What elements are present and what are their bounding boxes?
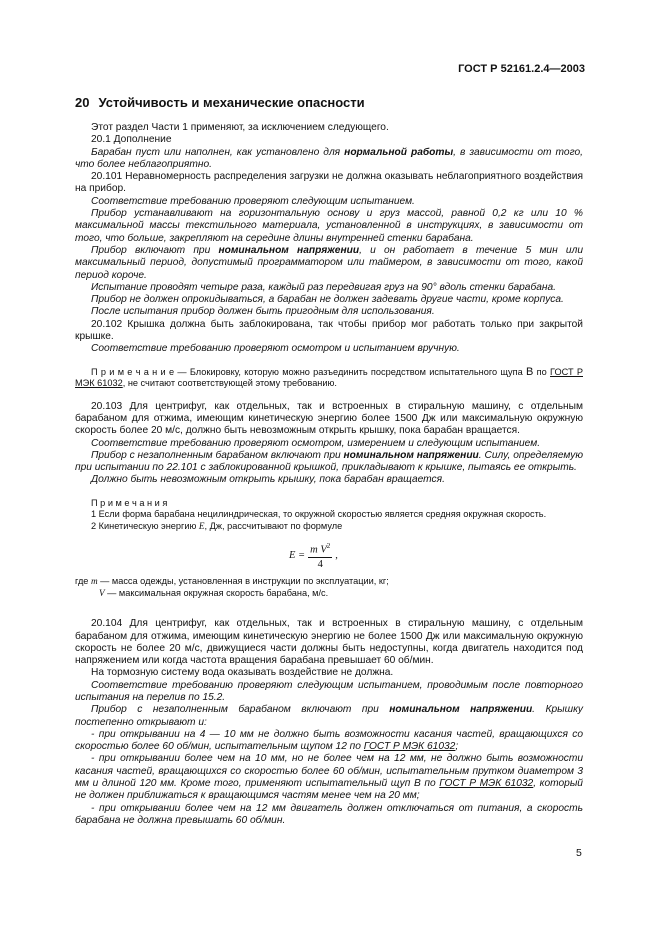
term-rated-voltage: номинальном напряжении — [218, 244, 360, 256]
note-label: П р и м е ч а н и е — [91, 366, 175, 377]
compliance-check-4: Соответствие требованию проверяют следующим испытанием, проводимым после повторного испытания на перелив по 15.2. — [75, 679, 583, 703]
brake-paragraph: На тормозную систему вода оказывать воздействие не должна. — [91, 667, 394, 679]
list-item: - при открывании более чем на 12 мм двигатель должен отключаться от питания, а скорость барабана не должна превышать 60 об/мин. — [75, 802, 583, 826]
note-2: 2 Кинетическую энергию Е, Дж, рассчитывают по формуле — [91, 520, 343, 531]
term-normal-operation: нормальной работы — [344, 146, 454, 158]
clause-20-104: 20.104 Для центрифуг, как отдельных, так и встроенных в стиральную машину, с отдельным барабаном для отжима, имеющим кинетическую энергию не более 1500 Дж или максимальную окружную скорость не более 20 м/с, движущиеся части должны быть недоступны, когда двигатель находится под напряжением или когда частота вращения барабана превышает 60 об/мин. — [75, 618, 583, 667]
document-header: ГОСТ Р 52161.2.4—2003 — [458, 63, 585, 75]
impossible-open-paragraph: Должно быть невозможным открыть крышку, пока барабан вращается. — [91, 474, 445, 486]
standard-reference: ГОСТ Р МЭК 61032 — [75, 366, 583, 389]
clause-20-102: 20.102 Крышка должна быть заблокирована, так чтобы прибор мог работать только при закрытой крышке. — [75, 318, 583, 343]
formula-legend — [75, 576, 583, 599]
no-tipping-paragraph: Прибор не должен опрокидываться, а барабан не должен задевать другие части, кроме корпуса. — [91, 294, 564, 306]
formula-fraction — [308, 542, 332, 570]
intro-paragraph: Этот раздел Части 1 применяют, за исключением следующего. — [91, 122, 389, 133]
clause-20-103: 20.103 Для центрифуг, как отдельных, так и встроенных в стиральную машину, с отдельным барабаном для отжима, имеющим кинетическую энергию более 1500 Дж или максимальную окружную скорость более 20 м/с, должно быть невозможным открыть крышку, пока барабан вращается. — [75, 400, 583, 437]
installation-paragraph: Прибор устанавливают на горизонтальную основу и груз массой, равной 0,2 кг или 10 % максимальной массы текстильного материала, установленной в инструкциях, в зависимости от того, что больше, закрепляют на середине длины внутренней стенки барабана. — [75, 208, 583, 244]
section-title: Устойчивость и механические опасности — [98, 95, 365, 110]
empty-drum-paragraph: Прибор с незаполненным барабаном включают при номинальном напряжении. Силу, определяемую при испытании по 22.101 с заблокированной крышкой, прикладывают к крышке, пытаясь ее открыть. — [75, 449, 584, 474]
term-rated-voltage: номинальном напряжении — [343, 449, 479, 461]
compliance-check-1: Соответствие требованию проверяют следующим испытанием. — [91, 195, 415, 207]
list-item: - при открывании на 4 — 10 мм не должно быть возможности касания частей, вращающихся со скоростью более 60 об/мин, испытательным щупом 12 по ГОСТ Р МЭК 61032; — [75, 728, 583, 753]
standard-reference: ГОСТ Р МЭК 61032 — [439, 778, 534, 790]
repeat-test-paragraph: Испытание проводят четыре раза, каждый раз передвигая груз на 90° вдоль стенки барабана. — [91, 281, 556, 293]
compliance-check-2: Соответствие требованию проверяют осмотром и испытанием вручную. — [91, 343, 460, 355]
clause-20-101: 20.101 Неравномерность распределения загрузки не должна оказывать неблагоприятного воздействия на прибор. — [75, 171, 583, 195]
section-heading — [75, 95, 583, 110]
note-interlock: П р и м е ч а н и е — Блокировку, которую можно разъединить посредством испытательного щупа В по ГОСТ Р МЭК 61032, не считают соответствующей этому требованию. — [75, 365, 583, 389]
legend-mass: где m — масса одежды, установленная в инструкции по эксплуатации, кг; — [75, 576, 389, 587]
formula-denominator: 4 — [317, 558, 323, 570]
clause-20-1: 20.1 Дополнение — [91, 134, 172, 146]
formula-tail: , — [335, 550, 338, 562]
standard-reference: ГОСТ Р МЭК 61032 — [363, 741, 456, 753]
formula-lhs: E = — [289, 550, 306, 562]
list-item: - при открывании более чем на 10 мм, но не более чем на 12 мм, не должно быть возможности касания частей, вращающихся со скоростью более 60 об/мин, испытательным прутком диаметром 3 мм и длиной 120 мм. Кроме того, применяют испытательный щуп В по ГОСТ Р МЭК 61032, который не должен приближаться к вращающимся частям менее чем на 20 мм; — [75, 753, 583, 802]
usable-after-test-paragraph: После испытания прибор должен быть пригодным для использования. — [91, 306, 435, 318]
formula-numerator: m $V^2$ — [310, 542, 331, 556]
compliance-check-3: Соответствие требованию проверяют осмотром, измерением и следующим испытанием. — [91, 437, 541, 449]
notes-label: П р и м е ч а н и я — [91, 497, 168, 508]
section-number: 20 — [75, 95, 90, 110]
switch-on-paragraph: Прибор включают при номинальном напряжении, и он работает в течение 5 мин или максимальный период, допустимый программатором или таймером, в зависимости от того, какой период короче. — [75, 244, 583, 281]
drum-state-paragraph: Барабан пуст или наполнен, как установлено для нормальной работы, в зависимости от того, что более неблагоприятно. — [75, 146, 583, 170]
term-rated-voltage: номинальном напряжении — [389, 704, 533, 716]
kinetic-energy-formula — [75, 538, 583, 572]
page-number: 5 — [576, 847, 582, 859]
lid-opening-paragraph: Прибор с незаполненным барабаном включают при номинальном напряжении. Крышку постепенно открывают и: — [75, 704, 584, 728]
legend-velocity: V — максимальная окружная скорость барабана, м/с. — [99, 587, 329, 598]
page-content — [75, 95, 583, 827]
note-1: 1 Если форма барабана нецилиндрическая, то окружной скоростью является средняя окружная скорость. — [91, 509, 547, 520]
